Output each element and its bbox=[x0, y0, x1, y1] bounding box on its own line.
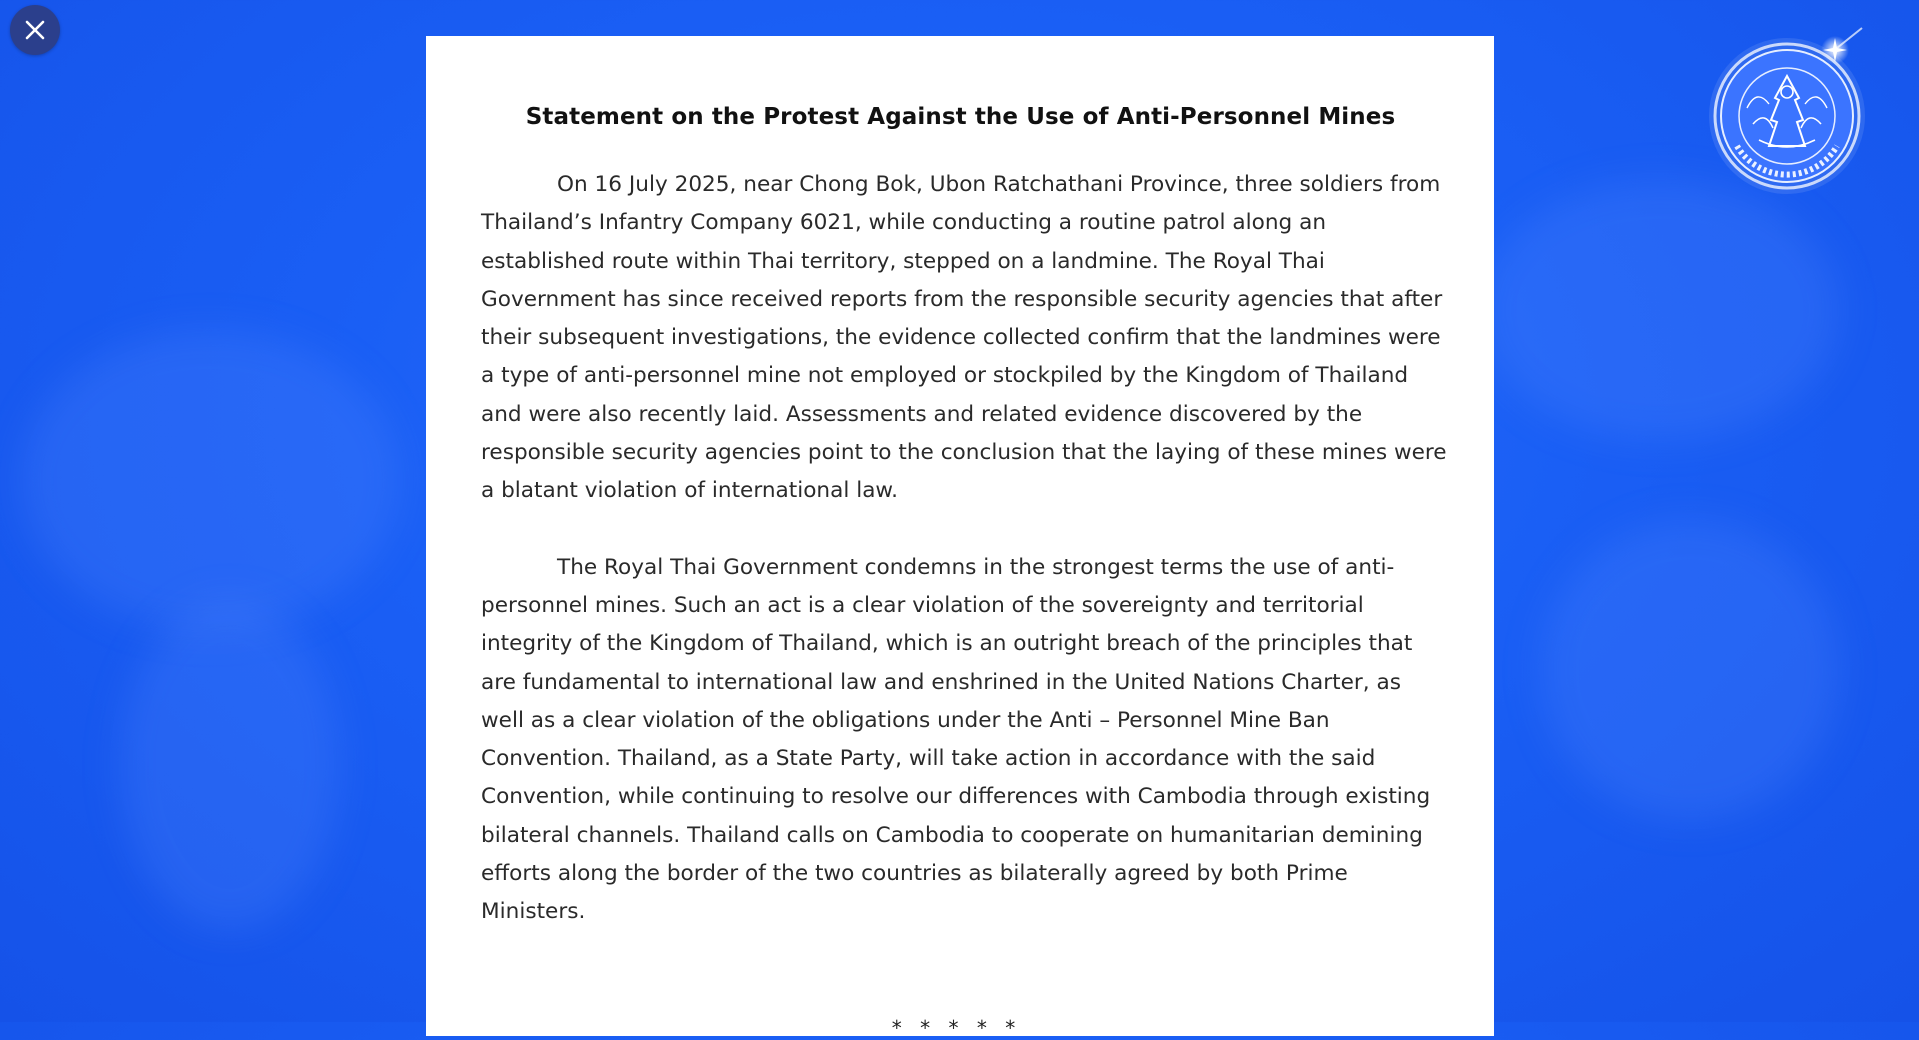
close-button[interactable] bbox=[10, 5, 60, 55]
background-map-shape bbox=[20, 330, 400, 630]
document-paragraph bbox=[481, 166, 1450, 511]
document-end-mark: * * * * * bbox=[891, 1015, 1022, 1040]
paragraph-text: The Royal Thai Government condemns in the strongest terms the use of anti-personnel mines. Such an act is a clear violation of the sovereignty and territorial integrity of the Kingdom of Thailand, which is an outright breach of the principles that are fundamental to international law and enshrined in the United Nations Charter, as well as a clear violation of the obligations under the Anti – Personnel Mine Ban Convention. Thailand, as a State Party, will take action in accordance with the said Convention, while continuing to resolve our differences with Cambodia through existing bilateral channels. Thailand calls on Cambodia to cooperate on humanitarian demining efforts along the border of the two countries as bilaterally agreed by both Prime Ministers. bbox=[481, 554, 1431, 925]
background-map-shape bbox=[1540, 520, 1840, 820]
ministry-emblem-icon bbox=[1707, 28, 1867, 198]
paragraph-text: On 16 July 2025, near Chong Bok, Ubon Ratchathani Province, three soldiers from Thailand’s Infantry Company 6021, while conducting a routine patrol along an established route within Thai territory, stepped on a landmine. The Royal Thai Government has since received reports from the responsible security agencies that after their subsequent investigations, the evidence collected confirm that the landmines were a type of anti-personnel mine not employed or stockpiled by the Kingdom of Thailand and were also recently laid. Assessments and related evidence discovered by the responsible security agencies point to the conclusion that the laying of these mines were a blatant violation of international law. bbox=[481, 172, 1447, 504]
document-paragraph bbox=[481, 549, 1450, 932]
document-page bbox=[426, 36, 1494, 1040]
background-map-shape bbox=[1480, 180, 1840, 440]
background-map-shape bbox=[120, 600, 340, 930]
document-title: Statement on the Protest Against the Use of Anti-Personnel Mines bbox=[525, 104, 1396, 130]
close-icon bbox=[24, 19, 46, 41]
